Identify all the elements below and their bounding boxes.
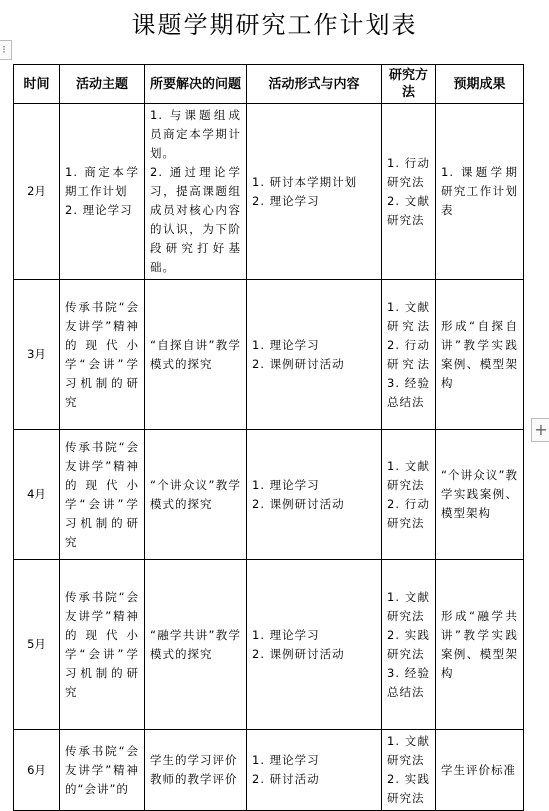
header-time: 时间	[14, 65, 60, 104]
row-theme: 传承书院“会友讲学”精神的现代小学“会讲”学习机制的研究	[60, 560, 145, 730]
row-month: 4月	[14, 430, 60, 560]
table-row	[14, 730, 524, 811]
row-form: 1. 理论学习 2. 课例研讨活动	[247, 280, 382, 430]
row-form: 1. 研讨本学期计划 2. 理论学习	[247, 104, 382, 280]
row-problem: 学生的学习评价 教师的教学评价	[145, 730, 247, 811]
table-row	[14, 104, 524, 280]
row-theme: 传承书院“会友讲学”精神的现代小学“会讲”学习机制的研究	[60, 430, 145, 560]
row-method: 1. 文献研究法 2. 实践研究法 3. 经验总结法	[382, 560, 436, 730]
row-problem: 1. 与课题组成员商定本学期计划。 2. 通过理论学习，提高课题组成员对核心内容的认识，为下阶段研究打好基础。	[145, 104, 247, 280]
row-month: 3月	[14, 280, 60, 430]
add-icon[interactable]: +	[531, 418, 549, 442]
row-result: “个讲众议”教学实践案例、模型架构	[436, 430, 524, 560]
row-form: 1. 理论学习 2. 研讨活动	[247, 730, 382, 811]
row-month: 6月	[14, 730, 60, 811]
plan-table	[13, 64, 524, 811]
header-problem: 所要解决的问题	[145, 65, 247, 104]
row-method: 1. 文献研究法 2. 行动研究法 3. 经验总结法	[382, 280, 436, 430]
row-result: 形成“融学共讲”教学实践案例、模型架构	[436, 560, 524, 730]
row-problem: “融学共讲”教学模式的探究	[145, 560, 247, 730]
table-header-row	[14, 65, 524, 104]
row-theme: 1. 商定本学期工作计划 2. 理论学习	[60, 104, 145, 280]
header-theme: 活动主题	[60, 65, 145, 104]
row-problem: “自探自讲”教学模式的探究	[145, 280, 247, 430]
collapse-icon[interactable]: ⁝	[0, 40, 12, 60]
row-month: 2月	[14, 104, 60, 280]
row-result: 形成“自探自讲”教学实践案例、模型架构	[436, 280, 524, 430]
header-result: 预期成果	[436, 65, 524, 104]
row-method: 1. 文献研究法 2. 实践研究法	[382, 730, 436, 811]
header-method: 研究方法	[382, 65, 436, 104]
row-theme: 传承书院“会友讲学”精神的“会讲”的	[60, 730, 145, 811]
row-method: 1. 行动研究法 2. 文献研究法	[382, 104, 436, 280]
document-title: 课题学期研究工作计划表	[131, 11, 418, 39]
row-result: 学生评价标准	[436, 730, 524, 811]
header-form: 活动形式与内容	[247, 65, 382, 104]
row-form: 1. 理论学习 2. 课例研讨活动	[247, 560, 382, 730]
row-form: 1. 理论学习 2. 课例研讨活动	[247, 430, 382, 560]
table-row	[14, 280, 524, 430]
row-method: 1. 文献研究法 2. 行动研究法	[382, 430, 436, 560]
row-result: 1. 课题学期研究工作计划表	[436, 104, 524, 280]
row-month: 5月	[14, 560, 60, 730]
row-problem: “个讲众议”教学模式的探究	[145, 430, 247, 560]
row-theme: 传承书院“会友讲学”精神的现代小学“会讲”学习机制的研究	[60, 280, 145, 430]
table-row	[14, 560, 524, 730]
table-row	[14, 430, 524, 560]
